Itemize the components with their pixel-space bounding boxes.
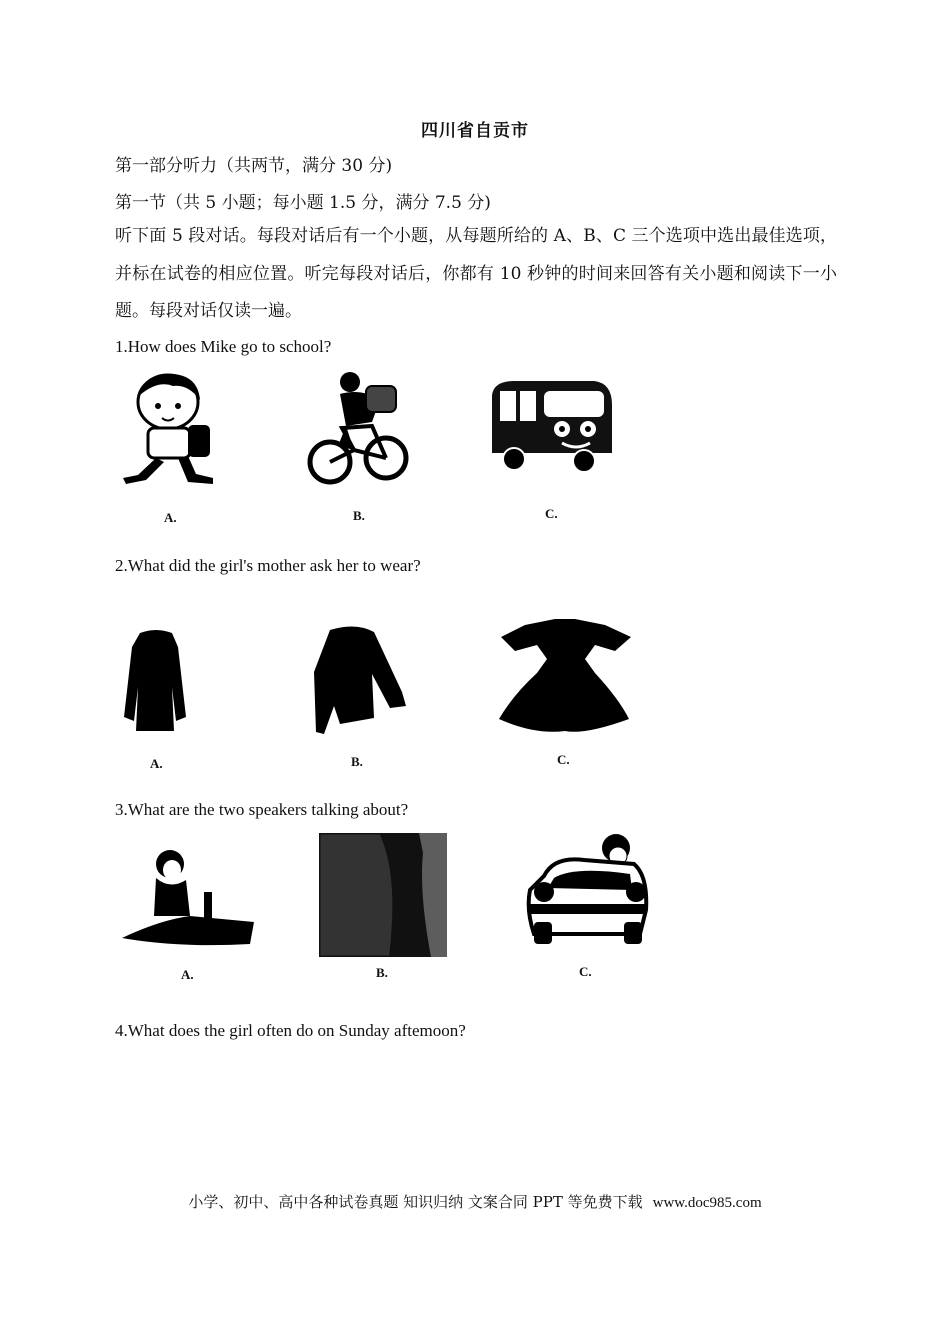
picnic-icon: [120, 846, 256, 946]
q2-option-c: C.: [557, 752, 570, 767]
q1-option-c: C.: [545, 506, 558, 521]
subsection-heading: 第一节（共 5 小题；每小题 1.5 分，满分 7.5 分): [115, 193, 491, 213]
dark-photo-icon: [319, 833, 447, 957]
sweater-icon: [310, 622, 412, 740]
section-heading: 第一部分听力（共两节，满分 30 分): [115, 156, 393, 176]
question-2: 2.What did the girl's mother ask her to wear?: [115, 556, 421, 575]
instructions: 听下面 5 段对话。每段对话后有一个小题，从每题所给的 A、B、C 三个选项中选出最佳选项，并标在试卷的相应位置。听完每段对话后，你都有 10 秒钟的时间来回答有关小题和阅读下一小题。每段对话仅读一遍。: [115, 226, 837, 321]
page-title: 四川省自贡市: [421, 121, 529, 141]
question-4: 4.What does the girl often do on Sunday aftemoon?: [115, 1021, 466, 1040]
q2-option-a: A.: [150, 756, 163, 771]
walking-boy-icon: [118, 370, 223, 490]
q3-option-a: A.: [181, 967, 194, 982]
q3-option-b: B.: [376, 965, 388, 980]
question-1: 1.How does Mike go to school?: [115, 337, 332, 356]
footer-text: 小学、初中、高中各种试卷真题 知识归纳 文案合同 PPT 等免费下载: [188, 1193, 643, 1211]
q2-option-b: B.: [351, 754, 363, 769]
coat-icon: [118, 627, 193, 735]
page-footer: [0, 1191, 950, 1212]
footer-site-link[interactable]: www.doc985.com: [652, 1195, 762, 1211]
q1-option-a: A.: [164, 510, 177, 525]
question-3: 3.What are the two speakers talking about?: [115, 800, 409, 819]
bus-icon: [484, 375, 619, 475]
q1-option-b: B.: [353, 508, 365, 523]
q3-option-c: C.: [579, 964, 592, 979]
car-driver-icon: [524, 830, 649, 948]
dress-icon: [495, 615, 635, 735]
cyclist-icon: [302, 370, 414, 486]
